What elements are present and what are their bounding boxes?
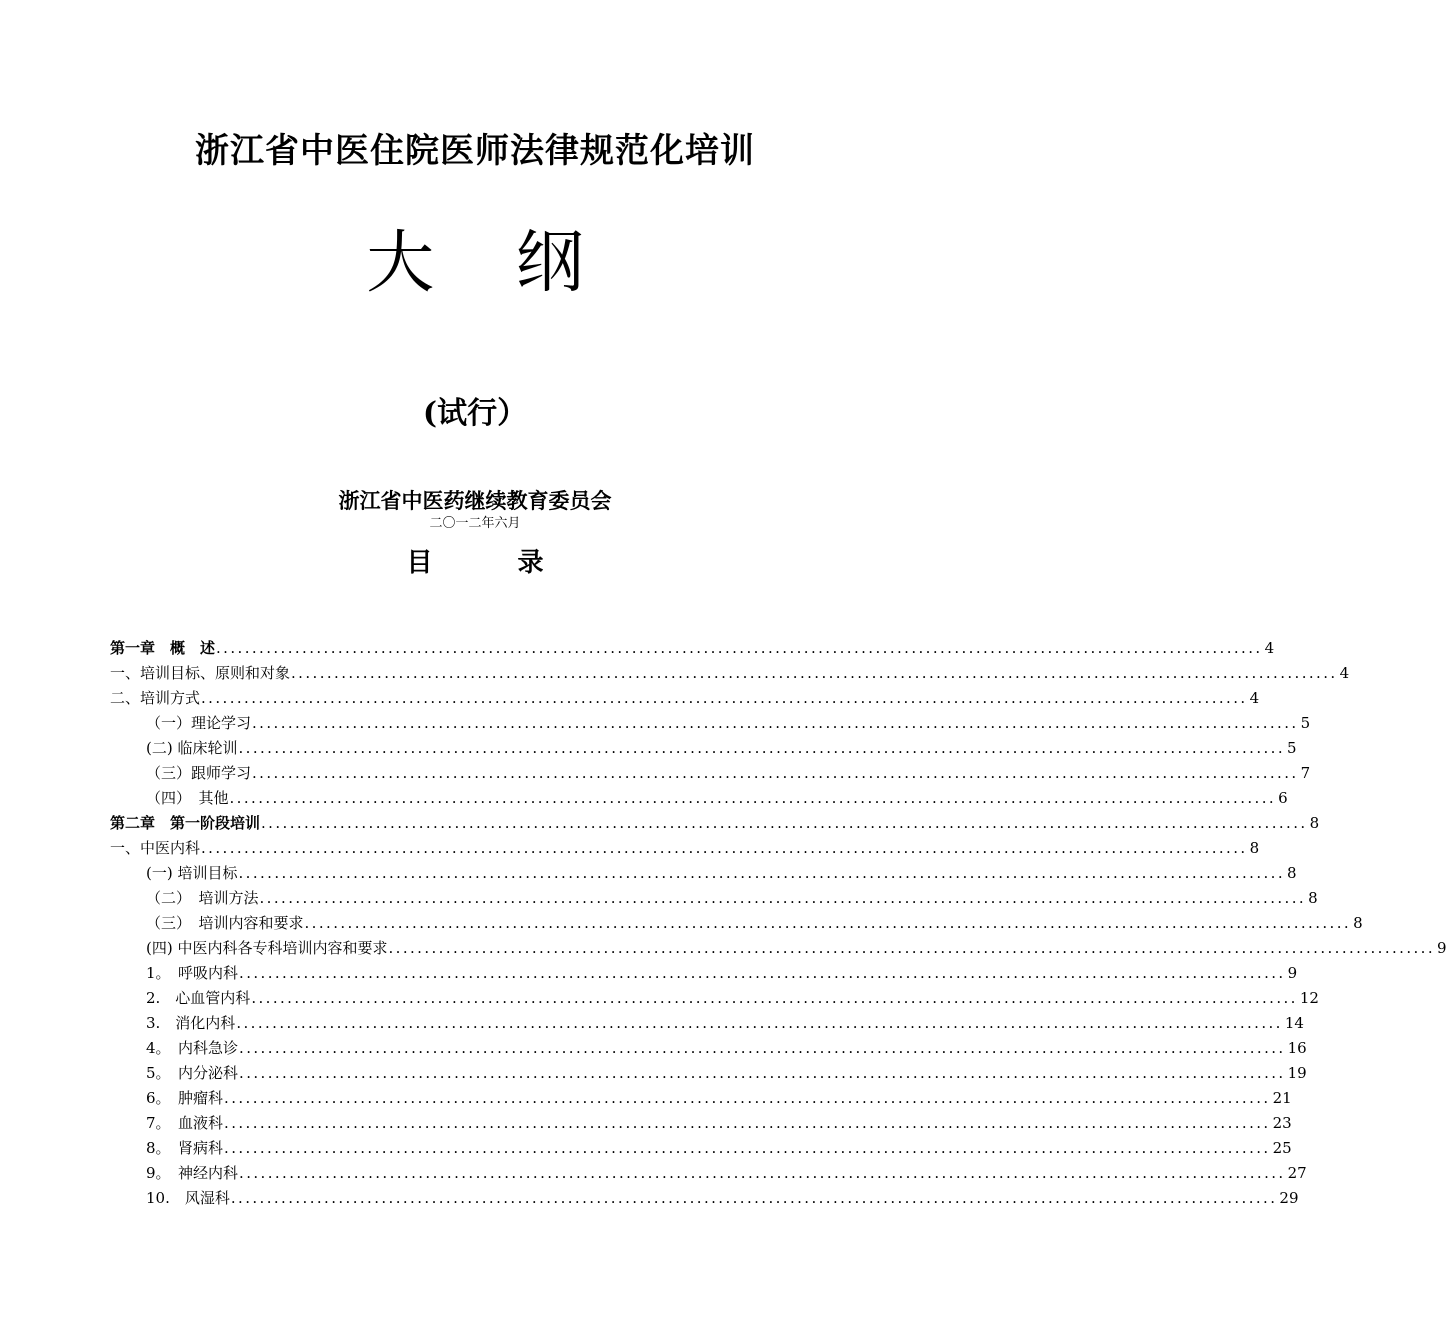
dot-leader: .................................................................................................................................................. xyxy=(224,1139,1271,1157)
dot-leader: .................................................................................................................................................. xyxy=(251,989,1298,1007)
toc-entry[interactable] xyxy=(110,711,1311,736)
document-title: 浙江省中医住院医师法律规范化培训 xyxy=(195,131,755,171)
toc-entry[interactable] xyxy=(110,736,1297,761)
toc-entry-label: 6。 肿瘤科 xyxy=(146,1089,224,1107)
issue-date: 二〇一二年六月 xyxy=(429,516,521,531)
toc-entry[interactable] xyxy=(110,1011,1304,1036)
toc-page-number: 4 xyxy=(1264,639,1275,657)
toc-entry-label: （二） 培训方法 xyxy=(146,889,259,907)
toc-entry[interactable] xyxy=(110,1136,1292,1161)
toc-page-number: 7 xyxy=(1300,764,1311,782)
toc-entry[interactable] xyxy=(110,1161,1307,1186)
toc-page-number: 27 xyxy=(1287,1164,1307,1182)
toc-entry-label: (二) 临床轮训 xyxy=(146,739,238,757)
toc-entry[interactable] xyxy=(110,1061,1307,1086)
toc-entry[interactable] xyxy=(110,986,1319,1011)
toc-entry-label: (四) 中医内科各专科培训内容和要求 xyxy=(146,939,388,957)
toc-entry-label: (一) 培训目标 xyxy=(146,864,238,882)
toc-entry-label: 一、中医内科 xyxy=(110,839,201,857)
toc-entry[interactable] xyxy=(110,936,1447,961)
toc-page-number: 6 xyxy=(1278,789,1288,807)
dot-leader: .................................................................................................................................................. xyxy=(304,914,1352,932)
toc-entry-label: 5。 内分泌科 xyxy=(146,1064,239,1082)
toc-entry[interactable] xyxy=(110,961,1298,986)
toc-entry[interactable] xyxy=(110,686,1260,711)
toc-entry[interactable] xyxy=(110,836,1260,861)
toc-entry-label: 9。 神经内科 xyxy=(146,1164,239,1182)
toc-entry-label: 第二章 第一阶段培训 xyxy=(110,814,261,832)
dot-leader: .................................................................................................................................................. xyxy=(291,664,1338,682)
toc-entry[interactable] xyxy=(110,1036,1307,1061)
toc-page-number: 8 xyxy=(1287,864,1297,882)
dot-leader: .................................................................................................................................................. xyxy=(230,1189,1278,1207)
toc-entry[interactable] xyxy=(110,1186,1299,1211)
toc-entry-label: 8。 肾病科 xyxy=(146,1139,224,1157)
toc-entry[interactable] xyxy=(110,761,1311,786)
dot-leader: .................................................................................................................................................. xyxy=(239,1039,1286,1057)
toc-page-number: 12 xyxy=(1299,989,1319,1007)
toc-page-number: 8 xyxy=(1353,914,1363,932)
toc-entry[interactable] xyxy=(110,636,1275,661)
toc-entry-label: 2. 心血管内科 xyxy=(146,989,251,1007)
toc-page-number: 8 xyxy=(1309,814,1320,832)
toc-entry[interactable] xyxy=(110,1086,1292,1111)
toc-entry[interactable] xyxy=(110,886,1318,911)
toc-entry[interactable] xyxy=(110,786,1288,811)
toc-entry[interactable] xyxy=(110,911,1363,936)
toc-entry-label: （三） 培训内容和要求 xyxy=(146,914,304,932)
toc-page-number: 8 xyxy=(1249,839,1260,857)
toc-page-number: 5 xyxy=(1287,739,1297,757)
toc-entry-label: 3. 消化内科 xyxy=(146,1014,236,1032)
toc-page-number: 9 xyxy=(1437,939,1447,957)
toc-entry-label: （三）跟师学习 xyxy=(146,764,252,782)
dot-leader: .................................................................................................................................................. xyxy=(201,689,1248,707)
toc-entry-label: （一）理论学习 xyxy=(146,714,252,732)
dot-leader: .................................................................................................................................................. xyxy=(252,714,1299,732)
dot-leader: .................................................................................................................................................. xyxy=(224,1089,1271,1107)
toc-page-number: 14 xyxy=(1284,1014,1304,1032)
toc-page-number: 16 xyxy=(1287,1039,1307,1057)
dot-leader: .................................................................................................................................................. xyxy=(239,1064,1286,1082)
issuing-organization: 浙江省中医药继续教育委员会 xyxy=(338,488,612,513)
toc-entry-label: 一、培训目标、原则和对象 xyxy=(110,664,291,682)
dot-leader: .................................................................................................................................................. xyxy=(238,864,1286,882)
dot-leader: .................................................................................................................................................. xyxy=(259,889,1307,907)
toc-entry-label: （四） 其他 xyxy=(146,789,229,807)
dot-leader: .................................................................................................................................................. xyxy=(238,739,1286,757)
dot-leader: .................................................................................................................................................. xyxy=(388,939,1436,957)
toc-page-number: 21 xyxy=(1272,1089,1292,1107)
dot-leader: .................................................................................................................................................. xyxy=(261,814,1308,832)
toc-entry[interactable] xyxy=(110,661,1350,686)
toc-page-number: 4 xyxy=(1339,664,1350,682)
toc-page-number: 19 xyxy=(1287,1064,1307,1082)
toc-page-number: 8 xyxy=(1308,889,1318,907)
toc-entry-label: 1。 呼吸内科 xyxy=(146,964,239,982)
outline-heading: 大 纲 xyxy=(366,224,614,303)
toc-page-number: 25 xyxy=(1272,1139,1292,1157)
toc-page-number: 9 xyxy=(1287,964,1298,982)
toc-entry-label: 第一章 概 述 xyxy=(110,639,216,657)
dot-leader: .................................................................................................................................................. xyxy=(239,964,1286,982)
trial-label: (试行） xyxy=(422,396,528,431)
toc-page-number: 4 xyxy=(1249,689,1260,707)
toc-entry-label: 二、培训方式 xyxy=(110,689,201,707)
dot-leader: .................................................................................................................................................. xyxy=(224,1114,1271,1132)
dot-leader: .................................................................................................................................................. xyxy=(236,1014,1283,1032)
toc-entry-label: 7。 血液科 xyxy=(146,1114,224,1132)
toc-entry-label: 10. 风湿科 xyxy=(146,1189,230,1207)
dot-leader: .................................................................................................................................................. xyxy=(252,764,1299,782)
dot-leader: .................................................................................................................................................. xyxy=(216,639,1263,657)
toc-page-number: 5 xyxy=(1300,714,1311,732)
toc-heading: 目 录 xyxy=(406,548,582,578)
toc-entry[interactable] xyxy=(110,1111,1292,1136)
toc-entry-label: 4。 内科急诊 xyxy=(146,1039,239,1057)
toc-page-number: 29 xyxy=(1279,1189,1299,1207)
dot-leader: .................................................................................................................................................. xyxy=(229,789,1277,807)
dot-leader: .................................................................................................................................................. xyxy=(201,839,1248,857)
table-of-contents xyxy=(110,636,1447,1211)
toc-page-number: 23 xyxy=(1272,1114,1292,1132)
toc-entry[interactable] xyxy=(110,861,1297,886)
toc-entry[interactable] xyxy=(110,811,1320,836)
dot-leader: .................................................................................................................................................. xyxy=(239,1164,1286,1182)
